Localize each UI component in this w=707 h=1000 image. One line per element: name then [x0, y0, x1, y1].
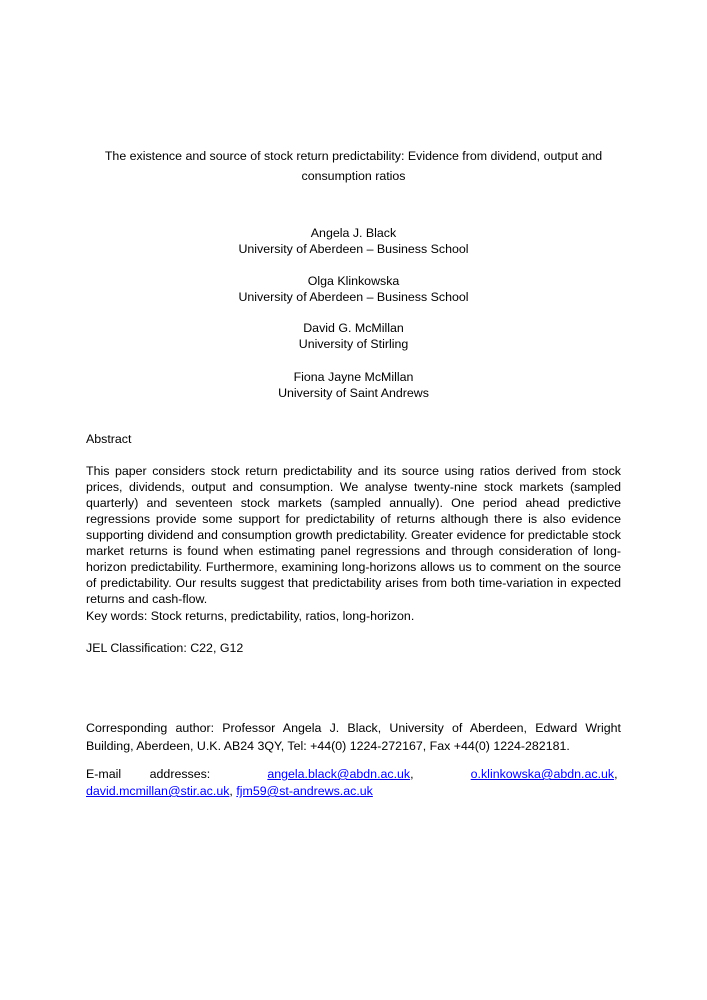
email-addresses: [86, 766, 621, 800]
author-block: [86, 273, 621, 305]
author-name: Olga Klinkowska: [307, 274, 400, 288]
keywords: Key words: Stock returns, predictability, ratios, long-horizon.: [86, 609, 415, 623]
jel-classification: JEL Classification: C22, G12: [86, 641, 244, 655]
email-link-olga-klinkowska[interactable]: o.klinkowska@abdn.ac.uk: [470, 767, 615, 781]
author-block: [86, 369, 621, 401]
author-block: [86, 320, 621, 352]
author-affiliation: University of Aberdeen – Business School: [238, 242, 469, 256]
author-name: David G. McMillan: [303, 321, 404, 335]
author-affiliation: University of Saint Andrews: [278, 386, 429, 400]
author-affiliation: University of Aberdeen – Business School: [238, 290, 469, 304]
paper-title: The existence and source of stock return predictability: Evidence from dividend, output and consumption ratios: [104, 149, 603, 183]
abstract-body: This paper considers stock return predictability and its source using ratios derived from stock prices, dividends, output and consumption. We analyse twenty-nine stock markets (sampled quarterly) and seventeen stock markets (sampled annually). One period ahead predictive regressions provide some support for predictability of returns although there is also evidence supporting dividend and consumption growth predictability. Greater evidence for predictable stock market returns is found when estimating panel regressions and through consideration of long-horizon predictability. Furthermore, examining long-horizons allows us to comment on the source of predictability. Our results suggest that predictability arises from both time-variation in expected returns and cash-flow.: [86, 464, 621, 606]
author-name: Fiona Jayne McMillan: [293, 370, 414, 384]
author-name: Angela J. Black: [310, 226, 397, 240]
email-separator: ,: [229, 784, 233, 798]
email-link-angela-black[interactable]: angela.black@abdn.ac.uk: [267, 767, 411, 781]
email-separator: ,: [410, 767, 414, 781]
author-affiliation: University of Stirling: [298, 337, 409, 351]
email-separator: ,: [614, 767, 618, 781]
author-block: [86, 225, 621, 257]
email-link-david-mcmillan[interactable]: david.mcmillan@stir.ac.uk: [86, 784, 230, 798]
email-link-fiona-mcmillan[interactable]: fjm59@st-andrews.ac.uk: [236, 784, 373, 798]
abstract-heading: Abstract: [86, 432, 132, 446]
email-label: E-mail addresses:: [86, 767, 211, 781]
corresponding-author: Corresponding author: Professor Angela J. Black, University of Aberdeen, Edward Wright Building, Aberdeen, U.K. AB24 3QY, Tel: +44(0) 1224-272167, Fax +44(0) 1224-282181.: [86, 721, 621, 753]
